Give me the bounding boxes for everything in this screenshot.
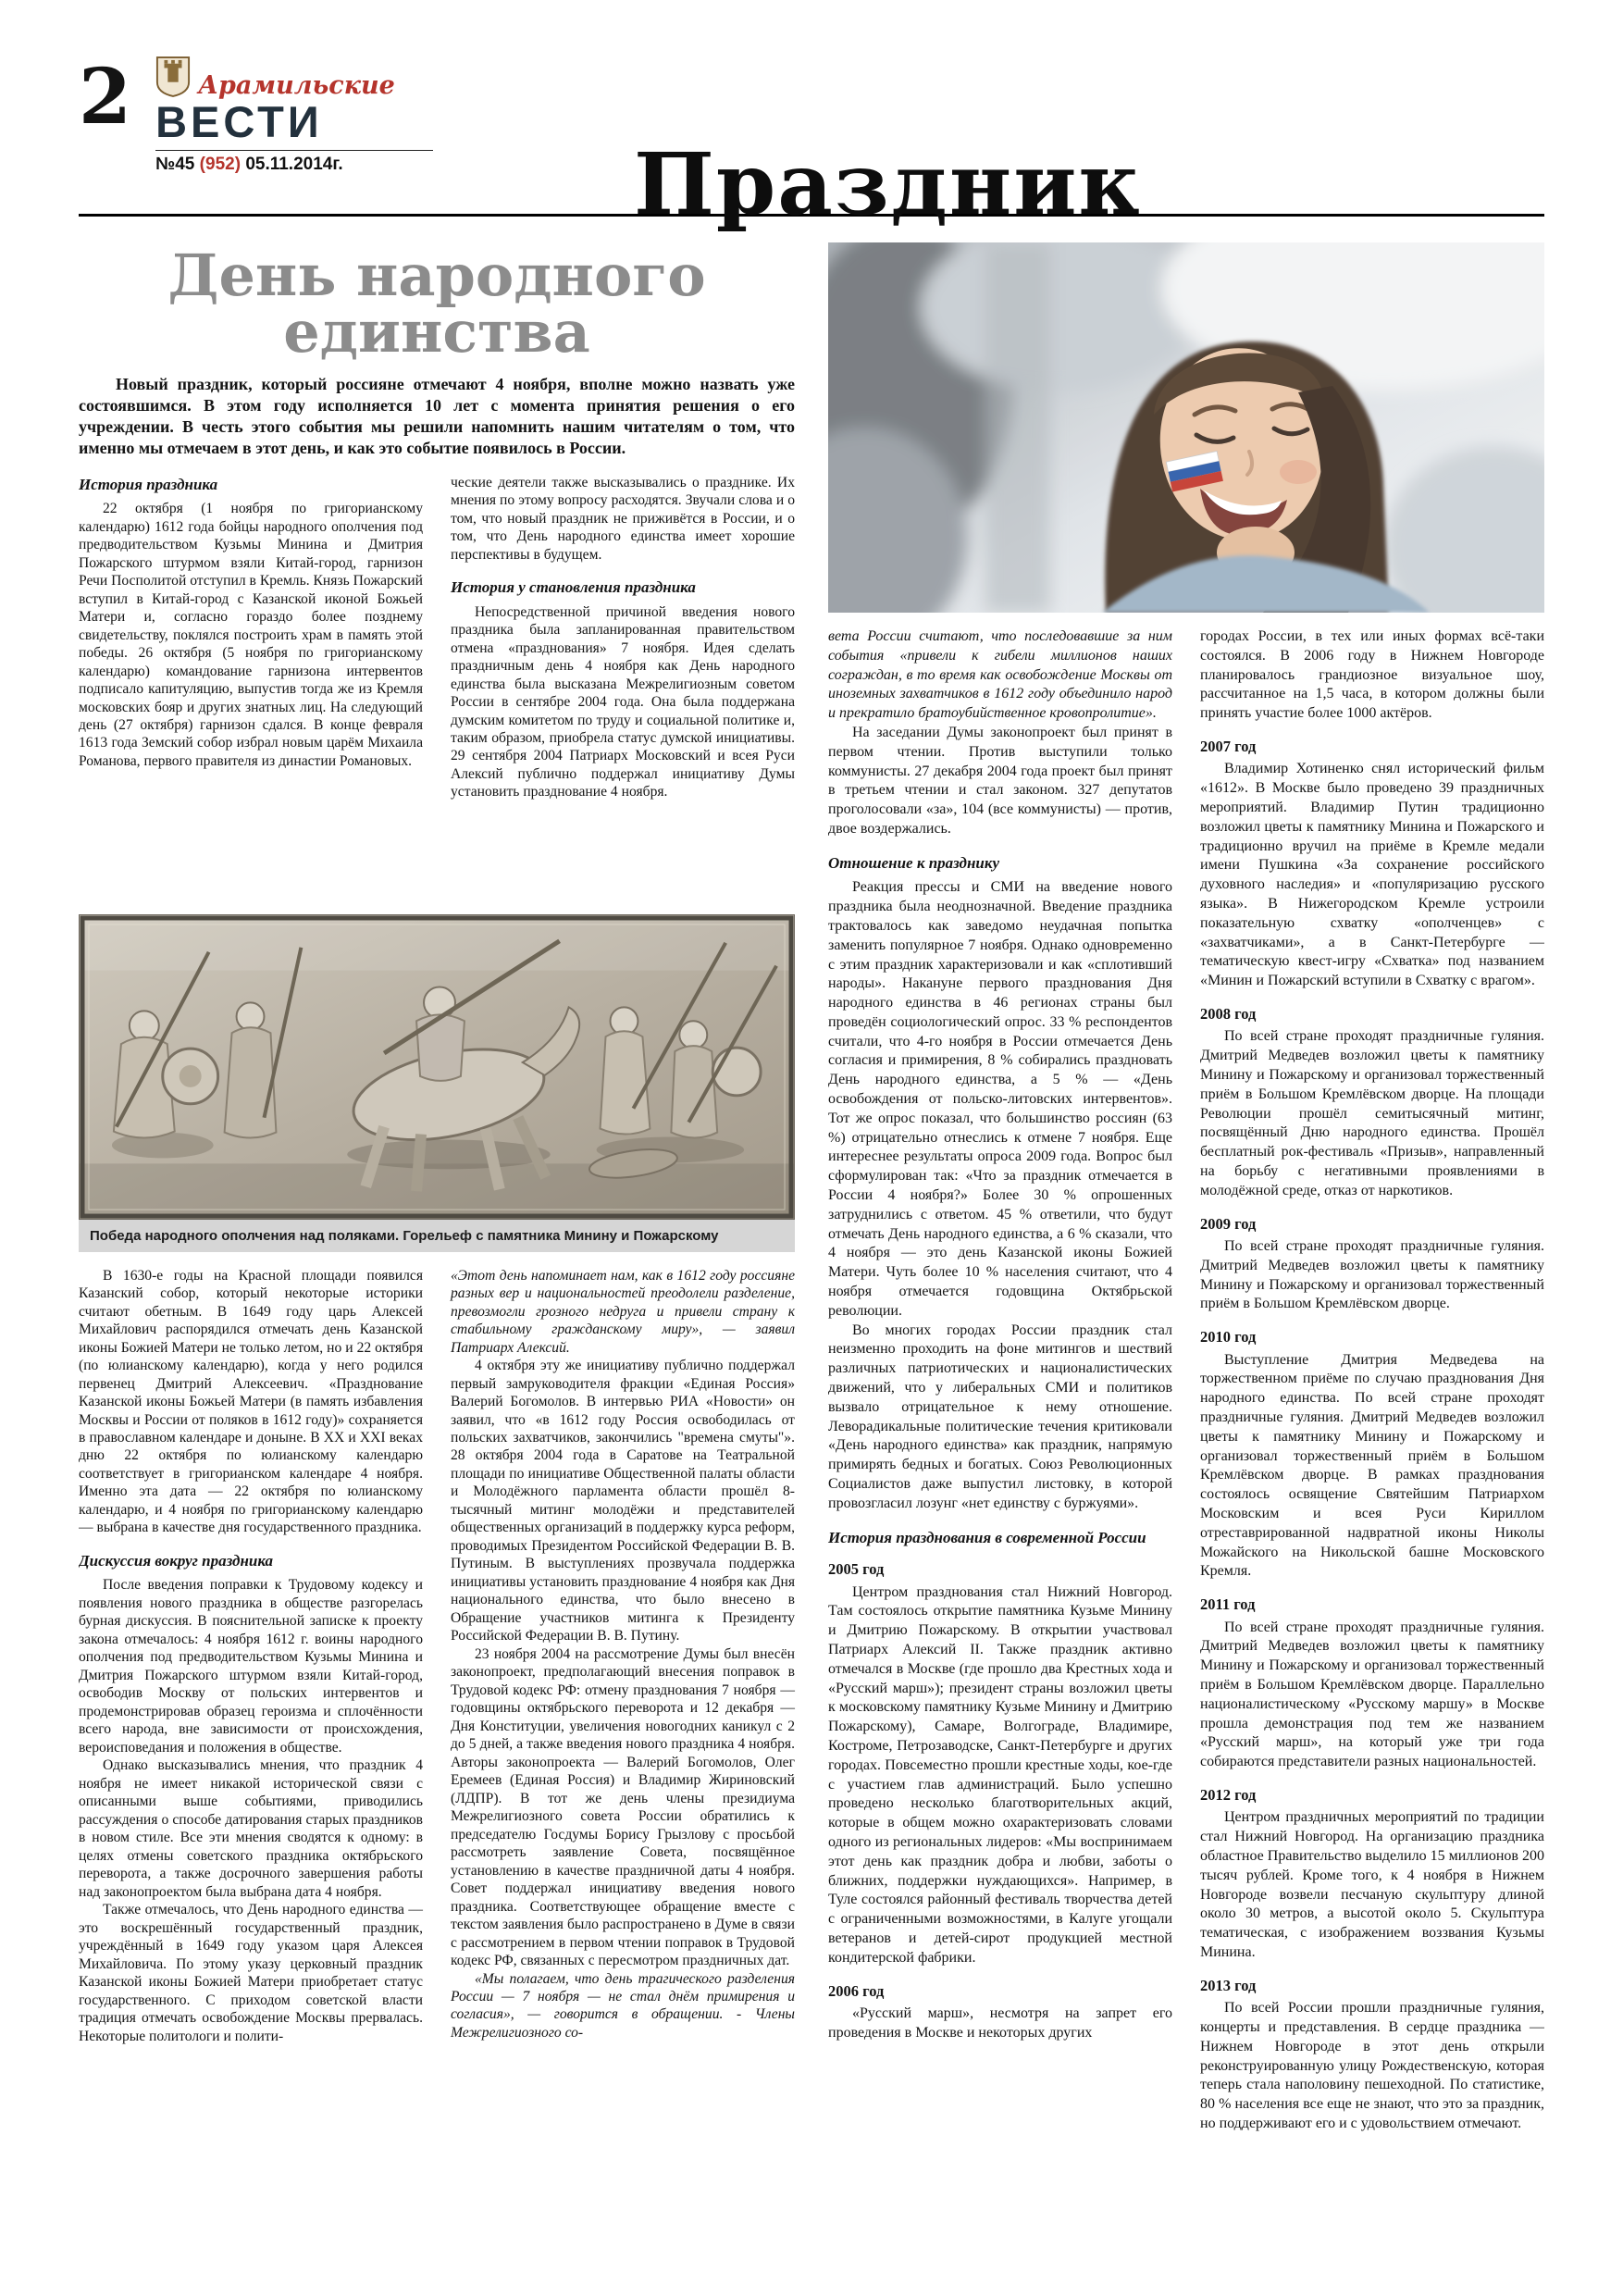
year-heading-2012: 2012 год (1200, 1786, 1257, 1805)
year-heading-2008: 2008 год (1200, 1004, 1257, 1023)
column-1-top (79, 474, 423, 898)
subhead-istoriya-ustanovleniya: История у становления праздника (451, 578, 696, 597)
paragraph: городах России, в тех или иных формах всё-таки состоялся. В 2006 году в Нижнем Новгороде планировалось грандиозное визуальное шоу, рассчитанное на 1,5 часа, в котором должны были принять участие более 1000 актёров. (1200, 628, 1544, 722)
left-columns-top (79, 474, 795, 898)
headline-line1: День народного (167, 242, 706, 309)
year-heading-2013: 2013 год (1200, 1976, 1257, 1994)
page-content (79, 242, 1544, 2251)
year-heading-2007: 2007 год (1200, 737, 1257, 755)
paragraph: Центром празднования стал Нижний Новгород. Там состоялось открытие памятника Кузьме Минину и Дмитрию Пожарскому. В открытии участвовал Патриарх Алексий II. Также праздник активно отмечался в Москве (где прошло два Крестных хода и «Русский марш»); президент страны возложил цветы к московскому памятнику Кузьме Минину и Дмитрию Пожарскому), Самаре, Волгограде, Владимире, Костроме, Петрозаводске, Санкт-Петербурге и других городах. Повсеместно прошли крестные ходы, кое-где с участием глав администраций. Было успешно проведено несколько благотворительных акций, которые в общем можно охарактеризовать словами одного из региональных лидеров: «Мы воспринимаем этот день как праздник добра и любви, заботы о ближних, поддержки нуждающихся». Например, в Туле состоялся районный фестиваль творчества детей с ограниченными возможностями, в Калуге угощали ветеранов и детей-сирот продукцией местной кондитерской фабрики. (828, 1583, 1172, 1966)
headline-line2: единства (283, 297, 590, 366)
brand-name-bottom: ВЕСТИ (155, 97, 323, 146)
relief-caption: Победа народного ополчения над поляками. Горельеф с памятника Минину и Пожарскому (79, 1220, 795, 1252)
paragraph: В 1630-е годы на Красной площади появился Казанский собор, который некоторые историки считают обетным. В 1649 году царь Алексей Михайлович распорядился отмечать день Казанской иконы Божией Матери не только летом, но и 22 октября (по юлианскому календарю), когда у него родился первенец Дмитрий Алексеевич. «Празднование Казанской иконы Божьей Матери (в память избавления Москвы и России от поляков в 1612 году)» сохраняется в православном календаре и доныне. В XX и XXI веках дню 22 октября по юлианскому календарю соответствует в григорианском календаре 4 ноября. Именно эта дата — 22 октября по юлианскому календарю, и 4 ноября по григорианскому календарю — выбрана в качестве дня государственного праздника. (79, 1267, 423, 1536)
masthead (79, 24, 1544, 234)
column-2-top (451, 474, 795, 898)
paragraph: «Русский марш», несмотря на запрет его проведения в Москве и некоторых других (828, 2004, 1172, 2041)
year-heading-2006: 2006 год (828, 1981, 885, 2000)
relief-photo (79, 914, 795, 1220)
quote-paragraph: «Мы полагаем, что день трагического разделения России — 7 ноября — не стал днём примирения и согласия», — говорится в обращении. - Члены Межрелигиозного со- (451, 1970, 795, 2041)
paragraph: Непосредственной причиной введения нового праздника была запланированная правительством отмена «празднования» 7 ноября. Идея сделать праздничным день 4 ноября как День народного единства была высказана Межрелигиозным советом России в сентябре 2004 года. Она была поддержана думским комитетом по труду и социальной политике и, таким образом, приобрела статус думской инициативы. 29 сентября 2004 Патриарх Московский и всея Руси Алексий публично поддержал инициативу Думы установить празднование 4 ноября. (451, 603, 795, 800)
paragraph: Во многих городах России праздник стал неизменно проходить на фоне митингов и шествий различных патриотических и националистических движений, что у либеральных СМИ и политиков вызвало отрицательное к нему отношение. Леворадикальные политические течения критиковали «День народного единства» как праздник, напрямую примирять бедных и богатых. Союз Революционных Социалистов даже выпустил листовку, в которой провозгласил лозунг «нет единству с буржуями». (828, 1322, 1172, 1511)
quote-paragraph: «Этот день напоминает нам, как в 1612 году россияне разных вер и национальностей преодолели разделение, превозмогли грозного недруга и привели страну к стабильному гражданскому миру», — заявил Патриарх Алексий. (451, 1267, 795, 1356)
left-columns-bottom (79, 1267, 795, 2045)
column-1-bottom (79, 1267, 423, 2045)
right-columns (828, 627, 1544, 2134)
paragraph: Однако высказывались мнения, что праздник 4 ноября не имеет никакой исторической связи с описанными выше событиями, приводились рассуждения о способе датирования старых праздников в новом стиле. Все эти мнения сводятся к одному: в целях отмены советского праздника октябрьского переворота, а также досрочного завершения работы над законопроектом была выбрана дата 4 ноября. (79, 1757, 423, 1900)
paragraph: По всей стране проходят праздничные гуляния. Дмитрий Медведев возложил цветы к памятнику Минину и Пожарскому и организовал торжественный приём в Большом Кремлёвском дворце. (1200, 1238, 1544, 1312)
column-2-bottom (451, 1267, 795, 2045)
paragraph: ческие деятели также высказывались о празднике. Их мнения по этому вопросу расходятся. Звучали слова и о том, что новый праздник не приживётся в России, и о том, что День народного единства имеет хорошие перспективы в будущем. (451, 474, 795, 563)
paragraph: По всей стране проходят праздничные гуляния. Дмитрий Медведев возложил цветы к памятнику Минину и Пожарскому и организовал торжественный приём в Большом Кремлёвском дворце. Параллельно националистическому «Русскому маршу» в Москве прошла демонстрация под тем же названием «Русский марш», на который уже три года собираются представители разных национальностей. (1200, 1619, 1544, 1770)
column-4 (1200, 627, 1544, 2134)
subhead-diskussiya: Дискуссия вокруг праздника (79, 1551, 274, 1570)
issue-date: 05.11.2014г. (245, 154, 343, 174)
subhead-otnoshenie: Отношение к празднику (828, 853, 1000, 872)
newspaper-logo (155, 56, 433, 175)
article-lead: Новый праздник, который россияне отмечают 4 ноября, вполне можно назвать уже состоявшимся. В этом году исполняется 10 лет с момента принятия решения о его учреждении. В честь этого события мы решили напомнить нашим читателям о том, что именно мы отмечаем в этот день, и как это событие появилось в России. (79, 374, 795, 457)
paragraph: Центром праздничных мероприятий по традиции стал Нижний Новгород. На организацию праздника областное Правительство выделило 15 миллионов 200 тысяч рублей. Кроме того, к 4 ноября в Нижнем Новгороде возвели песчаную скульптуру длиной около 30 метров, а высотой около 5. Скульптура тематическая, с изображением воззвания Кузьмы Минина. (1200, 1809, 1544, 1961)
page-number: 2 (79, 53, 132, 142)
issue-number-paren: (952) (199, 154, 242, 174)
subhead-istoriya-prazdnovaniya: История празднования в современной России (828, 1528, 1146, 1546)
girl-flag-photo (828, 242, 1544, 613)
issue-line (155, 150, 433, 175)
article-headline (79, 242, 795, 366)
paragraph: 23 ноября 2004 на рассмотрение Думы был внесён законопроект, предполагающий внесения поправок в Трудовой кодекс РФ: отмену празднования 7 ноября — годовщины октябрьского переворота и 12 декабря — Дня Конституции, увеличения новогодних каникул с 2 до 5 дней, а также введения нового праздника 4 ноября. Авторы законопроекта — Валерий Богомолов, Олег Еремеев (Единая Россия) и Владимир Жириновский (ЛДПР). В тот же день члены президиума Межрелигиозного совета России обратились к председателю Госдумы Борису Грызлову с просьбой рассмотреть заявление Совета, посвящённое установлению в качестве праздничной даты 4 ноября. Совет поддержал инициативу введения нового праздника. Соответствующее обращение вместе с текстом заявления было распространено в Думе в связи с рассмотрением в первом чтении поправок в Трудовой кодекс РФ, связанных с пересмотром праздничных дат. (451, 1645, 795, 1969)
year-heading-2010: 2010 год (1200, 1328, 1257, 1347)
relief-figure (79, 914, 795, 1252)
right-half (828, 242, 1544, 2251)
section-title: Праздник (634, 134, 1142, 234)
crest-icon (155, 56, 191, 98)
year-heading-2005: 2005 год (828, 1560, 885, 1579)
paragraph: 22 октября (1 ноября по григорианскому календарю) 1612 года бойцы народного ополчения под предводительством Кузьмы Минина и Дмитрия Пожарского штурмом взяли Китай-город, гарнизон Речи Посполитой отступил в Кремль. Князь Пожарский вступил в Китай-город с Казанской иконой Божьей Матери и, согласно гораздо более позднему свидетельству, поклялся построить храм в память этой победы. 26 октября (5 ноября по григорианскому календарю) командование гарнизона интервентов подписало капитуляцию, выпустив тогда же из Кремля московских бояр и других знатных лиц. На следующий день (27 октября) гарнизон сдался. В конце февраля 1613 года Земский собор избрал новым царём Михаила Романова, первого правителя из династии Романовых. (79, 501, 423, 769)
paragraph: На заседании Думы законопроект был принят в первом чтении. Против выступили только коммунисты. 27 декабря 2004 года проект был принят в третьем чтении и стал законом. 327 депутатов проголосовали «за», 104 (все коммунисты) — против, двое воздержались. (828, 724, 1172, 837)
brand-name-top: Арамильские (198, 71, 395, 100)
left-half (79, 242, 795, 2251)
paragraph: Также отмечалось, что День народного единства — это воскрешённый государственный праздник, учреждённый в 1649 году указом царя Алексея Михайловича. По этому указу церковный праздник Казанской иконы Божией Матери приобретает статус государственного. С приходом советской власти традиция отмечать освобождение Москвы прервалась. Некоторые политологи и полити- (79, 1902, 423, 2044)
girl-photo-figure (828, 242, 1544, 613)
year-heading-2009: 2009 год (1200, 1214, 1257, 1233)
paragraph: Реакция прессы и СМИ на введение нового праздника была неоднозначной. Введение праздника трактовалось как заведомо неудачная попытка заменить популярное 7 ноября. Однако одновременно с этим праздник характеризовали и как «сплотивший народы». Накануне первого празднования Дня народного единства в 46 регионах страны был проведён социологический опрос. 33 % респондентов считали, что 4-го ноября в России отмечается День согласия и примирения, 8 % собирались праздновать День народного единства, а 5 % — «День освобождения от польско-литовских интервентов». Тот же опрос показал, что большинство россиян (63 %) отрицательно отнеслись к отмене 7 ноября. Еще интереснее результаты опроса 2009 года. Вопрос был сформулирован так: «Что за праздник отмечается в России 4 ноября?» Более 30 % опрошенных затруднились с ответом. 45 % ответили, что будут отмечать День народного единства, а 6 % сказали, что 4 ноября — это день Казанской иконы Божией Матери. Чуть более 10 % населения считают, что 4 ноября отмечается годовщина Октябрьской революции. (828, 879, 1172, 1319)
issue-number: №45 (155, 154, 195, 174)
paragraph: Выступление Дмитрия Медведева на торжественном приёме по случаю празднования Дня народного единства. По всей стране проходят праздничные гуляния. Дмитрий Медведев возложил цветы к памятнику Минину и Пожарскому и организовал торжественный приём в Большом Кремлёвском дворце. В рамках празднования состоялось освящение Святейшим Патриархом Московским и всея Руси Кириллом отреставрированной надвратной иконы Николы Можайского на Никольской башне Московского Кремля. (1200, 1351, 1544, 1580)
year-heading-2011: 2011 год (1200, 1595, 1256, 1614)
paragraph: 4 октября эту же инициативу публично поддержал первый замруководителя фракции «Единая Россия» Валерий Богомолов. В интервью РИА «Новости» он заявил, что «в 1612 году Россия освободилась от польских захватчиков, закончились "времена смуты"». 28 октября 2004 года в Саратове на Театральной площади по инициативе Общественной палаты области и Молодёжного парламента области прошёл 8-тысячный митинг молодёжи и представителей общественных организаций в поддержку курса реформ, проводимых Президентом Российской Федерации В. В. Путиным. В выступлениях прозвучала поддержка инициативы установить празднование 4 ноября как Дня национального единства, что было внесено в Обращение участников митинга к Президенту Российской Федерации В. В. Путину. (451, 1358, 795, 1644)
subhead-istoriya-prazdnika: История праздника (79, 475, 218, 493)
paragraph: По всей России прошли праздничные гуляния, концерты и представления. В сердце праздника — Нижнем Новгороде в этот день открыли реконструированную улицу Рождественскую, которая теперь стала наполовину пешеходной. По статистике, 80 % населения все еще не знают, что это за праздник, но поддерживают его и с удовольствием отмечают. (1200, 2000, 1544, 2132)
paragraph: Владимир Хотиненко снял исторический фильм «1612». В Москве было проведено 39 праздничных мероприятий. Владимир Путин традиционно возложил цветы к памятнику Минина и Пожарского и традиционно вручил на приёме в Кремле медали имени Пушкина «За сохранение российского духовного наследия» и «популяризацию русского языка». В Нижегородском Кремле устроили показательную схватку «ополченцев» с «захватчиками», а в Санкт-Петербурге — тематическую квест-игру «Схватка» под названием «Минин и Пожарский вступили в Схватку с врагом». (1200, 761, 1544, 989)
quote-paragraph: вета России считают, что последовавшие за ним события «привели к гибели миллионов наших сограждан, в то время как освобождение Москвы от иноземных захватчиков в 1612 году объединило народ и прекратило братоубийственное кровопролитие». (828, 628, 1172, 722)
paragraph: После введения поправки к Трудовому кодексу и появления нового праздника в обществе разгорелась бурная дискуссия. В пояснительной записке к проекту закона отмечалось: 4 ноября 1612 г. воины народного ополчения под предводительством Кузьмы Минина и Дмитрия Пожарского штурмом взяли Китай-город, освободив Москву от польских интервентов и продемонстрировав образец героизма и сплочённости всего народа, вне зависимости от происхождения, вероисповедания и положения в обществе. (79, 1577, 423, 1756)
column-3 (828, 627, 1172, 2134)
paragraph: По всей стране проходят праздничные гуляния. Дмитрий Медведев возложил цветы к памятнику Минину и Пожарскому и организовал торжественный приём в Большом Кремлёвском дворце. На площади Революции прошёл семитысячный митинг, посвящённый Дню народного единства. Прошёл бесплатный рок-фестиваль «Призыв», направленный на борьбу с негативными проявлениями в молодёжной среде, отказ от наркотиков. (1200, 1028, 1544, 1198)
